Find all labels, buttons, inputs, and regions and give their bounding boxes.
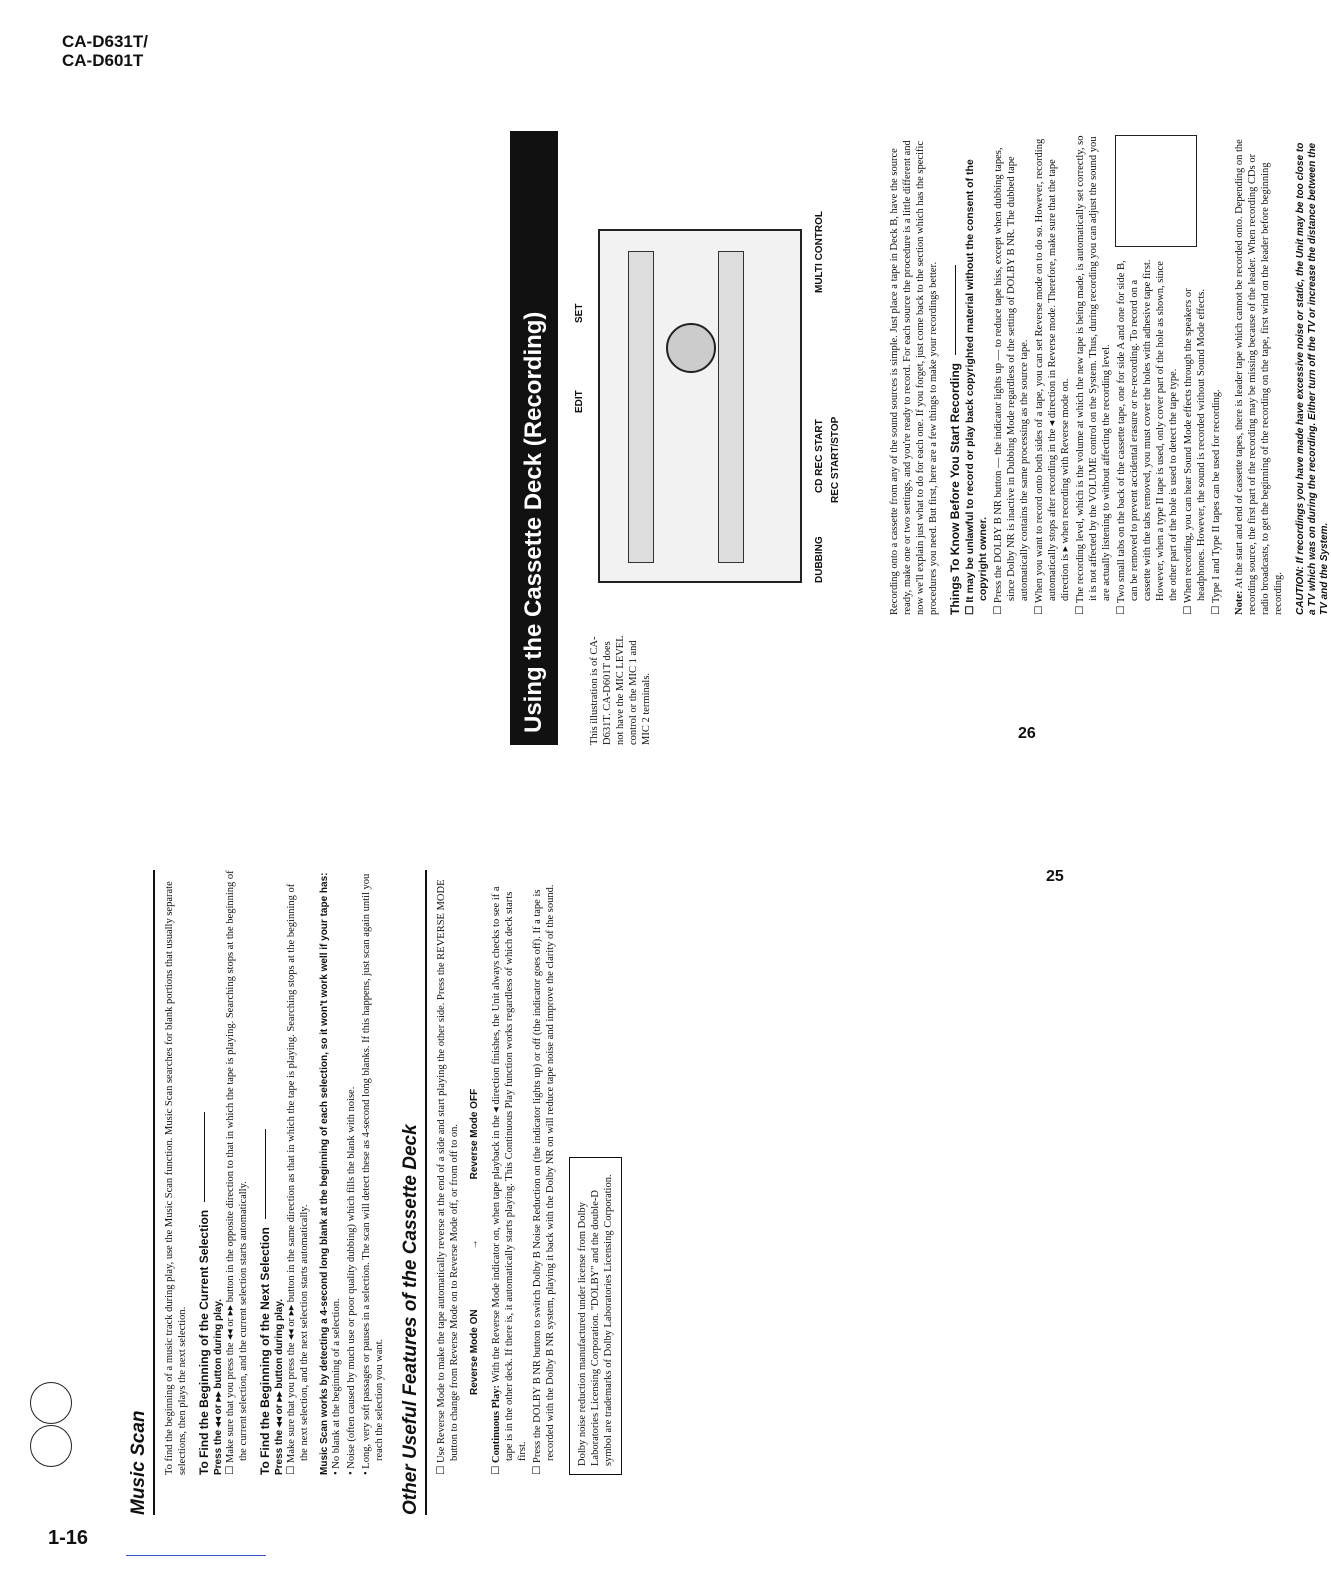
thing-1-text: It may be unlawful to record or play back copyrighted material without the consent of the copyright owner.	[964, 159, 989, 603]
bullet-1: • No blank at the beginning of a selection.	[331, 1298, 342, 1475]
thing-6-text: When recording, you can hear Sound Mode effects through the speakers or headphones. However, the sound is recorded without Sound Mode effects.	[1183, 288, 1207, 604]
leader-note	[1233, 135, 1285, 615]
multi-control-knob-icon	[666, 323, 716, 373]
dolby-text: Press the DOLBY B NR button to switch Dolby B Noise Reduction on (the indicator lights up) or off (the indicator goes off). If a tape is recorded with the Dolby B NR system, playing it back with the Dolby NR on will reduce tape noise and improve the clarity of the sound.	[532, 884, 556, 1463]
cassette-deck-icon	[628, 251, 654, 563]
device-illustration	[568, 183, 888, 623]
reverse-mode-hand-icon	[30, 1382, 72, 1424]
works-note: Music Scan works by detecting a 4-second long blank at the beginning of each selection, so it won't work well if your tape has:	[319, 872, 330, 1475]
thing-6: ☐ When recording, you can hear Sound Mode effects through the speakers or headphones. However, the sound is recorded without Sound Mode effects.	[1183, 288, 1207, 615]
other-features-title: Other Useful Features of the Cassette Deck	[400, 870, 427, 1515]
left-page	[128, 870, 768, 1515]
thing-4-text: The recording level, which is the volume at which the new tape is being made, is automatically set correctly, so it is not affected by the VOLUME control on the System. Thus, during recording you can adjust the sound you are actually listening to without affecting the recording level.	[1075, 135, 1112, 604]
continuous-lead: Continuous Play:	[491, 1385, 502, 1463]
note-text: At the start and end of cassette tapes, there is leader tape which cannot be recorded onto. Depending on the recording source, the first part of the recording may be missing because of the leader. When recording CDs or radio broadcasts, to get the beginning of the recording on the tape, first wind on the leader before beginning recording.	[1234, 139, 1284, 615]
right-page	[510, 135, 1330, 745]
reverse-on-label: Reverse Mode ON	[469, 1309, 480, 1395]
next-selection-heading	[258, 870, 272, 1475]
edit-callout: EDIT	[574, 390, 585, 413]
current-step-text: Make sure that you press the ◂◂ or ▸▸ button in the opposite direction to that in which the tape is playing. Searching stops at the beginning of the current selection, and the current selection starts automatically.	[225, 870, 249, 1463]
rec-start-stop-callout: REC START/STOP	[830, 416, 841, 503]
bullet-3: • Long, very soft passages or pauses in a selection. The scan will detect these as 4-second long blanks. If this happens, just scan again until you reach the selection you want.	[361, 873, 385, 1475]
page-number: 1-16	[48, 1527, 89, 1549]
reverse-mode-text: Use Reverse Mode to make the tape automatically reverse at the end of a side and start playing the other side. Press the REVERSE MODE button to change from Reverse Mode on to Reverse Mode off, or from off to on.	[436, 879, 460, 1463]
model-line-2: CA-D601T	[62, 51, 144, 70]
next-selection-title: To Find the Beginning of the Next Selection	[258, 1227, 272, 1475]
multi-control-callout: MULTI CONTROL	[814, 210, 825, 293]
reverse-mode-item: ☐ Use Reverse Mode to make the tape automatically reverse at the end of a side and start playing the other side. Press the REVERSE MODE button to change from Reverse Mode on to Reverse Mode off, or from off to on.	[436, 879, 460, 1475]
control-panel-icon	[718, 251, 744, 563]
thing-5: ☐ Two small tabs on the back of the cassette tape, one for side A and one for side B, can be removed to prevent accidental erasure or re-recording. To record on a cassette with the tabs removed, you must cover the holes with adhesive tape first. However, when a type II tape is used, only cover part of the hole as shown, since the other part of the hole is used to detect the tape type.	[1116, 259, 1179, 615]
reverse-off-label: Reverse Mode OFF	[469, 1088, 480, 1180]
thing-2-text: Press the DOLBY B NR button — the indicator lights up — to reduce tape hiss, except when dubbing tapes, since Dolby NR is inactive in Dubbing Mode regardless of the setting of DOLBY B NR. The dubbed tape automatically contains the same processing as the source tape.	[993, 147, 1030, 603]
thing-3: ☐ When you want to record onto both sides of a tape, you can set Reverse mode on to do so. However, recording automatically stops after recording in the ◂ direction in Reverse mode. Therefore, make sure that the tape direction is ▸ when recording with Reverse mode on.	[1034, 138, 1071, 615]
bullet-2: • Noise (often caused by much use or poor quality dubbing) which fills the blank with noise.	[346, 1086, 357, 1475]
thing-7: ☐ Type I and Type II tapes can be used for recording.	[1211, 389, 1222, 615]
things-title: Things To Know Before You Start Recording	[948, 362, 962, 615]
cd-rec-start-callout: CD REC START	[814, 419, 825, 493]
illustration-note: This illustration is of CA-D631T. CA-D601T does not have the MIC LEVEL control or the MIC 1 and MIC 2 terminals.	[589, 635, 652, 745]
next-step-text: Make sure that you press the ◂◂ or ▸▸ button in the same direction as that in which the tape is playing. Searching stops at the beginning of the next selection, and the next selection starts automatically.	[286, 883, 310, 1463]
bullet-2-text: Noise (often caused by much use or poor quality dubbing) which fills the blank with noise.	[346, 1086, 357, 1469]
music-scan-intro: To find the beginning of a music track during play, use the Music Scan function. Music Scan searches for blank portions that usually separate selections, then plays the next selection.	[164, 881, 188, 1475]
current-selection-heading	[197, 870, 211, 1475]
dolby-license-box: Dolby noise reduction manufactured under license from Dolby Laboratories Licensing Corporation. "DOLBY" and the double-D symbol are trademarks of Dolby Laboratories Licensing Corporation.	[569, 1157, 622, 1475]
thing-5-text: Two small tabs on the back of the cassette tape, one for side A and one for side B, can be removed to prevent accidental erasure or re-recording. To record on a cassette with the tabs removed, you must cover the holes with adhesive tape first. However, when a type II tape is used, only cover part of the hole as shown, since the other part of the hole is used to detect the tape type.	[1116, 259, 1179, 604]
thing-2: ☐ Press the DOLBY B NR button — the indicator lights up — to reduce tape hiss, except when dubbing tapes, since Dolby NR is inactive in Dubbing Mode regardless of the setting of DOLBY B NR. The dubbed tape automatically contains the same processing as the source tape.	[993, 147, 1030, 615]
dolby-item: ☐ Press the DOLBY B NR button to switch Dolby B Noise Reduction on (the indicator lights up) or off (the indicator goes off). If a tape is recorded with the Dolby B NR system, playing it back with the Dolby NR on will reduce tape noise and improve the clarity of the sound.	[532, 884, 556, 1475]
cassette-tab-illustration-icon	[1115, 135, 1197, 247]
arrow-icon: →	[469, 1239, 480, 1250]
model-header	[62, 32, 148, 70]
set-callout: SET	[574, 303, 585, 323]
model-line-1: CA-D631T/	[62, 32, 148, 51]
footer-rule	[126, 1555, 266, 1556]
recording-intro: Recording onto a cassette from any of the sound sources is simple. Just place a tape in Deck B, have the source ready, make one or two settings, and you're ready to record. For each source the procedure is a little different and now we'll explain just what to do for each one. If you forget, just come back to the section which has the specific procedures you need. But first, here are a few things to make your recordings better.	[889, 140, 939, 615]
bullet-3-text: Long, very soft passages or pauses in a selection. The scan will detect these as 4-second long blanks. If this happens, just scan again until you reach the selection you want.	[361, 873, 385, 1469]
dubbing-callout: DUBBING	[814, 536, 825, 583]
current-selection-title: To Find the Beginning of the Current Selection	[197, 1209, 211, 1475]
bullet-1-text: No blank at the beginning of a selection.	[331, 1298, 342, 1469]
dolby-hand-icon	[30, 1425, 72, 1467]
note-lead: Note:	[1234, 590, 1245, 615]
thing-4: ☐ The recording level, which is the volume at which the new tape is being made, is automatically set correctly, so it is not affected by the VOLUME control on the System. Thus, during recording you can adjust the sound you are actually listening to without affecting the recording level.	[1075, 135, 1112, 615]
next-step: ☐ Make sure that you press the ◂◂ or ▸▸ button in the same direction as that in which the tape is playing. Searching stops at the beginning of the next selection, and the next selection starts automatically.	[286, 883, 310, 1475]
things-heading	[948, 135, 962, 615]
next-step-bold: Press the ◂◂ or ▸▸ button during play.	[274, 1298, 285, 1475]
thing-3-text: When you want to record onto both sides of a tape, you can set Reverse mode on to do so. However, recording automatically stops after recording in the ◂ direction in Reverse mode. Therefore, make sure that the tape direction is ▸ when recording with Reverse mode on.	[1034, 138, 1071, 604]
music-scan-title: Music Scan	[128, 870, 155, 1515]
current-step-bold: Press the ◂◂ or ▸▸ button during play.	[213, 1298, 224, 1475]
caution-note: CAUTION: If recordings you have made have excessive noise or static, the Unit may be too close to a TV which was on during the recording. Either turn off the TV or increase the distance between the TV and the System.	[1295, 142, 1330, 615]
continuous-text: With the Reverse Mode indicator on, when tape playback in the ◂ direction finishes, the Unit always checks to see if a tape is in the other deck. If there is, it automatically starts playing. This Continuous Play function works regardless of which deck starts first.	[491, 886, 528, 1461]
thing-1: ☐ It may be unlawful to record or play back copyrighted material without the consent of the copyright owner.	[964, 159, 989, 615]
thing-7-text: Type I and Type II tapes can be used for recording.	[1211, 389, 1222, 604]
continuous-play-item: ☐ Continuous Play: With the Reverse Mode indicator on, when tape playback in the ◂ direction finishes, the Unit always checks to see if a tape is in the other deck. If there is, it automatically starts playing. This Continuous Play function works regardless of which deck starts first.	[491, 886, 528, 1475]
current-step: ☐ Make sure that you press the ◂◂ or ▸▸ button in the opposite direction to that in which the tape is playing. Searching stops at the beginning of the current selection, and the current selection starts automatically.	[225, 870, 249, 1475]
page-number-25: 25	[1046, 868, 1064, 885]
reverse-mode-states	[469, 870, 480, 1395]
recording-banner: Using the Cassette Deck (Recording)	[510, 131, 558, 745]
page-number-26: 26	[1018, 725, 1036, 742]
